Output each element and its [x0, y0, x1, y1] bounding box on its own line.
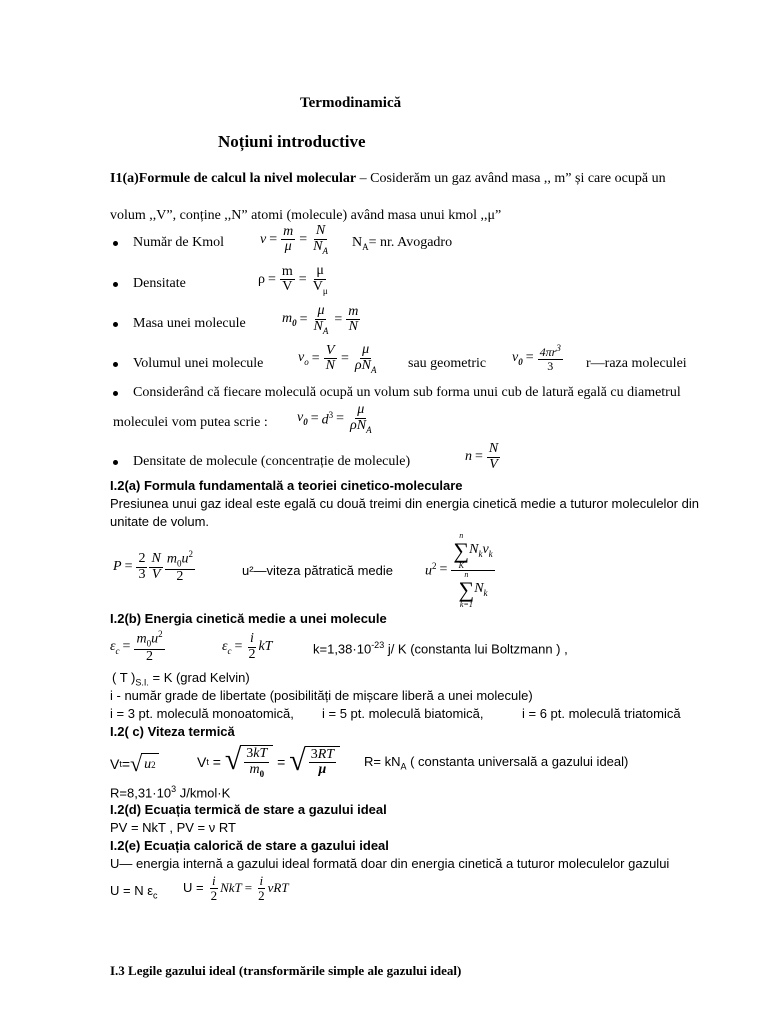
section-i2b-heading: I.2(b) Energia cinetică medie a unei molecule [110, 611, 387, 626]
bullet-kmol-label: Număr de Kmol [133, 235, 224, 250]
gas-constant-value: $R=8,31\cdot 10^3$ J/kmol·K [110, 784, 231, 801]
section-i2d-heading: I.2(d) Ecuația termică de stare a gazului ideal [110, 802, 387, 817]
bullet-dot [113, 241, 118, 246]
bullet-geometric-label: sau geometric [408, 356, 487, 371]
section-i1a-intro [110, 171, 666, 187]
formula-kinetic-energy-2: $\varepsilon_c$ = $\frac{i}{2}$ kT [222, 631, 273, 662]
section-i1a-intro-line2: volum ,,V”, conține ,,N” atomi (molecule) având masa unui kmol ,,μ” [110, 208, 502, 223]
section-i2a-line2: unitate de volum. [110, 514, 210, 529]
degrees-monoatomic: i = 3 pt. moleculă monoatomică, [110, 706, 294, 721]
formula-molecule-volume: $\nu_o$ = $\frac{V}{N}$ = $\frac{\mu}{\rho N_A}$ [298, 342, 377, 375]
page-title: Termodinamică [300, 95, 402, 111]
section-i2a-heading: I.2(a) Formula fundamentală a teoriei cinetico-moleculare [110, 478, 463, 493]
formula-density: ρ = $\frac{m}{V}$ = $\frac{\mu}{V_\mu}$ [258, 263, 328, 296]
internal-energy-formula-1: U = N $\varepsilon_c$ [110, 883, 158, 901]
bullet-molecule-volume-label: Volumul unei molecule [133, 356, 264, 371]
bullet-cube-line2: moleculei vom putea scrie : [113, 415, 268, 430]
formula-pressure: P = $\frac{2}{3}$ $\frac{N}{V}$ $\frac{m_0u^2}{2}$ [113, 549, 193, 584]
degrees-freedom-line: i - număr grade de libertate (posibilități de mișcare liberă a unei molecule) [110, 688, 533, 703]
radius-note: r—raza moleculei [586, 356, 687, 371]
bullet-dot [113, 460, 118, 465]
formula-rms-velocity: $u^2$ = n ∑ K $N_k\nu_k$ n ∑ k=1 $N_k$ [425, 531, 493, 609]
internal-energy-definition: U— energia internă a gazului ideal formată doar din energia cinetică a tuturor moleculelor gazului [110, 856, 670, 871]
formula-kmol: ν = $\frac{m}{\mu}$ = $\frac{N}{N_A}$ [260, 223, 328, 256]
bullet-concentration-label: Densitate de molecule (concentrație de molecule) [133, 454, 411, 469]
bullet-density-label: Densitate [133, 276, 186, 291]
degrees-triatomic: i = 6 pt. moleculă triatomică [522, 706, 681, 721]
rms-velocity-label: u²—viteza pătratică medie [242, 563, 394, 578]
bullet-cube-line1: Considerând că fiecare moleculă ocupă un volum sub forma unui cub de latură egală cu diametrul [133, 385, 681, 400]
bullet-dot [113, 282, 118, 287]
section-i3-heading: I.3 Legile gazului ideal (transformările simple ale gazului ideal) [110, 963, 462, 978]
boltzmann-constant: $k=1,38\cdot 10^{-23}$ j/ K (constanta lui Boltzmann ) , [313, 640, 568, 657]
internal-energy-formula-2: U = $\frac{i}{2}$ NkT = $\frac{i}{2}$ νRT [183, 873, 289, 903]
bullet-dot [113, 362, 118, 367]
section-i1a-intro-text: – Cosiderăm un gaz având masa ,, m” și care ocupă un [356, 171, 666, 186]
section-i2e-heading: I.2(e) Ecuația calorică de stare a gazului ideal [110, 838, 389, 853]
temperature-unit: ( T )$_{S.I.} = K$ (grad Kelvin) [112, 670, 250, 688]
avogadro-note: $N_A=$ nr. Avogadro [352, 235, 453, 252]
gas-constant-definition: $R= kN_A$ ( constanta universală a gazului ideal) [364, 754, 629, 772]
degrees-biatomic: i = 5 pt. moleculă biatomică, [322, 706, 484, 721]
bullet-dot [113, 322, 118, 327]
formula-thermal-speed-1: V t = √ u 2 [110, 753, 159, 775]
formula-molecule-mass: $m_0$ = $\frac{\mu}{N_A}$ = $\frac{m}{N}$ [282, 303, 359, 336]
formula-kinetic-energy-1: $\varepsilon_c$ = $\frac{m_0u^2}{2}$ [110, 629, 163, 664]
formula-geometric-volume: $\nu_0$ = $\frac{4\pi r^3}{3}$ [512, 343, 561, 373]
section-i2c-heading: I.2( c) Viteza termică [110, 724, 235, 739]
formula-cube-volume: $\nu_0$ = $d^3$ = $\frac{\mu}{\rho N_A}$ [297, 402, 372, 435]
section-i2a-line1: Presiunea unui gaz ideal este egală cu două treimi din energia cinetică medie a tuturor moleculelor din [110, 496, 699, 511]
page-subtitle: Noțiuni introductive [218, 132, 366, 151]
formula-thermal-speed-2: V t = √ $\frac{3kT}{m_0}$ = √ $\frac{3RT}{\mu}$ [197, 745, 340, 779]
bullet-dot [113, 391, 118, 396]
state-equation: PV = NkT , PV = ν RT [110, 820, 236, 835]
bullet-molecule-mass-label: Masa unei molecule [133, 316, 246, 331]
formula-concentration: n = $\frac{N}{V}$ [465, 441, 499, 472]
section-i1a-heading: I1(a)Formule de calcul la nivel molecular [110, 171, 357, 186]
